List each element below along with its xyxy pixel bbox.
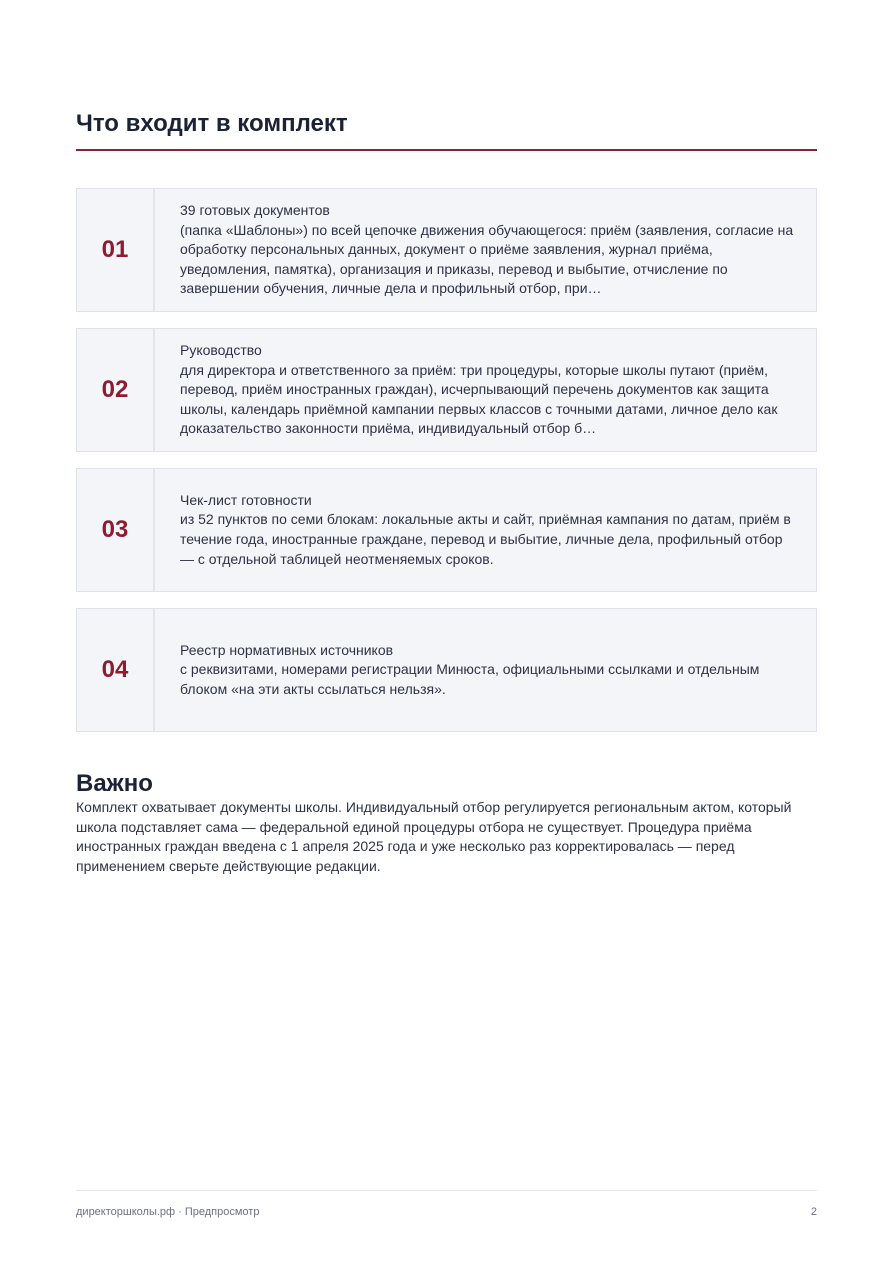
page [76, 0, 817, 1263]
footer-divider [76, 1190, 817, 1191]
kit-contents-list [76, 188, 817, 748]
kit-item-card [76, 608, 817, 732]
kit-item-card [76, 188, 817, 312]
page-number: 2 [810, 1206, 817, 1218]
kit-item-number: 04 [77, 609, 155, 731]
kit-item-body [155, 609, 816, 731]
important-heading: Важно [76, 770, 153, 797]
title-divider [76, 149, 817, 151]
kit-item-title: Реестр нормативных источников [180, 641, 394, 658]
kit-item-title: Руководство [180, 342, 262, 359]
section-title: Что входит в комплект [76, 110, 348, 137]
kit-item-number: 02 [77, 329, 155, 451]
kit-item-card [76, 468, 817, 592]
kit-item-description: (папка «Шаблоны») по всей цепочке движения обучающегося: приём (заявления, согласие на обработку персональных данных, документ о приёме заявления, журнал приёма, уведомления, памятка), организация и приказы, перевод и выбытие, отчисление по завершении обучения, личные дела и профильный отбор, при… [180, 221, 794, 297]
kit-item-description: с реквизитами, номерами регистрации Минюста, официальными ссылками и отдельным блоком «на эти акты ссылаться нельзя». [180, 661, 760, 697]
kit-item-title: 39 готовых документов [180, 202, 330, 219]
kit-item-number: 03 [77, 469, 155, 591]
footer-source: директоршколы.рф · Предпросмотр [76, 1206, 260, 1218]
kit-item-body [155, 189, 816, 311]
kit-item-description: для директора и ответственного за приём: три процедуры, которые школы путают (приём, перевод, приём иностранных граждан), исчерпывающий перечень документов как защита школы, календарь приёмной кампании первых классов с точными датами, личное дело как доказательство законности приёма, индивидуальный отбор б… [180, 361, 778, 437]
kit-item-title: Чек-лист готовности [180, 491, 312, 508]
kit-item-description: из 52 пунктов по семи блокам: локальные акты и сайт, приёмная кампания по датам, приём в течение года, иностранные граждане, перевод и выбытие, личные дела, профильный отбор — с отдельной таблицей неотменяемых сроков. [180, 511, 791, 567]
important-note: Комплект охватывает документы школы. Индивидуальный отбор регулируется региональным актом, который школа подставляет сама — федеральной единой процедуры отбора не существует. Процедура приёма иностранных граждан введена с 1 апреля 2025 года и уже несколько раз корректировалась — перед применением сверьте действующие редакции. [76, 799, 792, 874]
kit-item-body [155, 469, 816, 591]
kit-item-number: 01 [77, 189, 155, 311]
kit-item-body [155, 329, 816, 451]
kit-item-card [76, 328, 817, 452]
